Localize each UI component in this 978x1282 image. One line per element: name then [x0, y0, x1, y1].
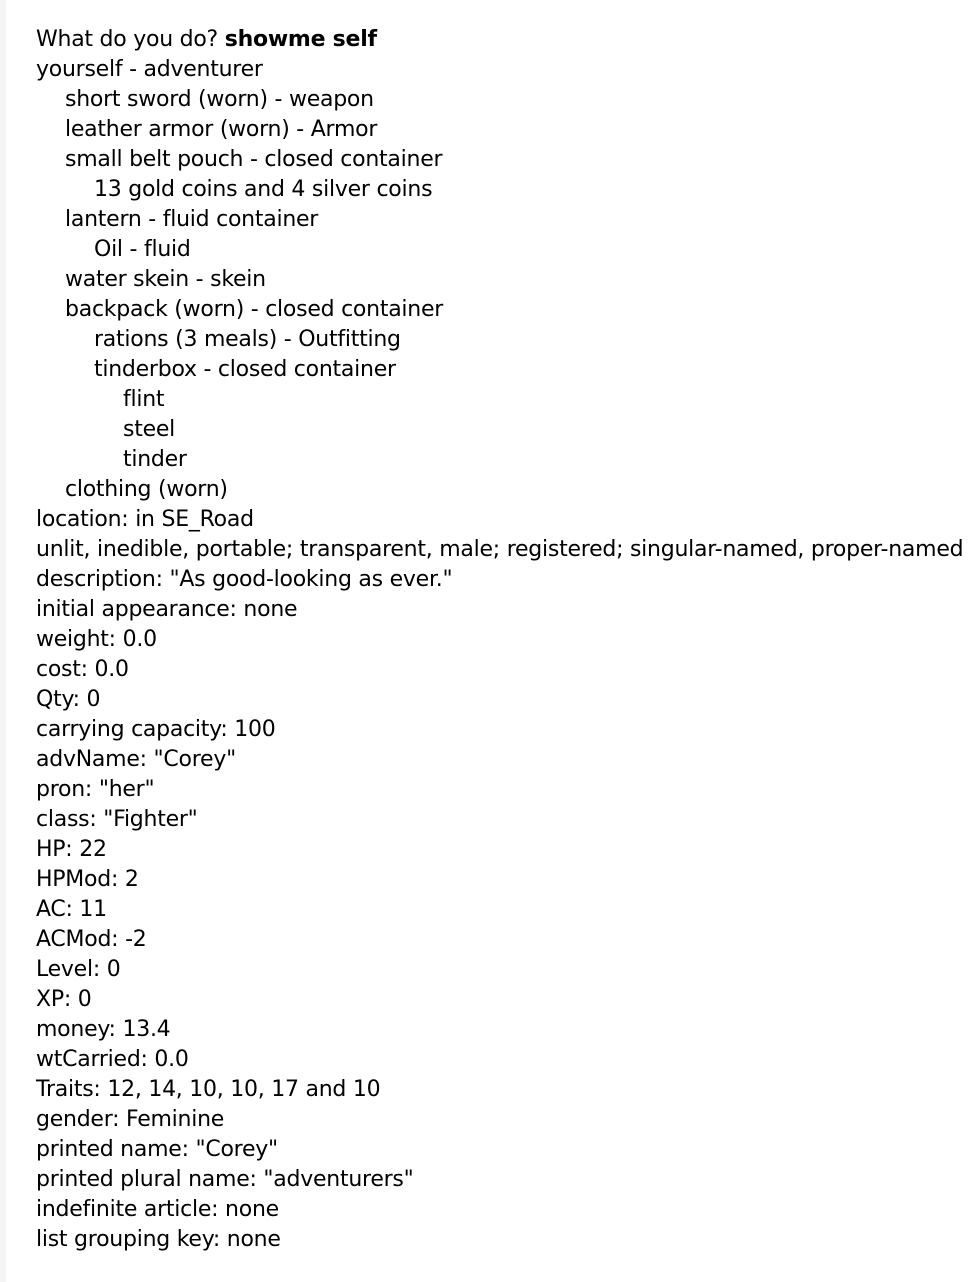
inventory-item: Oil - fluid	[94, 237, 191, 262]
property-line: initial appearance: none	[36, 597, 298, 622]
property-line: weight: 0.0	[36, 627, 157, 652]
property-line: money: 13.4	[36, 1017, 171, 1042]
property-line: wtCarried: 0.0	[36, 1047, 189, 1072]
property-line: unlit, inedible, portable; transparent, male; registered; singular-named, proper-named	[36, 537, 964, 562]
inventory-item: tinder	[123, 447, 187, 472]
property-line: list grouping key: none	[36, 1227, 281, 1252]
inventory-item: flint	[123, 387, 165, 412]
property-line: location: in SE_Road	[36, 507, 254, 532]
inventory-item: small belt pouch - closed container	[65, 147, 443, 172]
inventory-item: rations (3 meals) - Outfitting	[94, 327, 401, 352]
inventory-item: 13 gold coins and 4 silver coins	[94, 177, 433, 202]
property-line: indefinite article: none	[36, 1197, 279, 1222]
property-line: description: "As good-looking as ever."	[36, 567, 453, 592]
property-line: Level: 0	[36, 957, 121, 982]
game-transcript	[36, 25, 976, 1255]
window-left-edge	[0, 0, 6, 1282]
inventory-item: tinderbox - closed container	[94, 357, 396, 382]
command-line	[36, 25, 976, 55]
property-line: Traits: 12, 14, 10, 10, 17 and 10	[36, 1077, 381, 1102]
property-line: cost: 0.0	[36, 657, 129, 682]
property-line: AC: 11	[36, 897, 107, 922]
property-line: printed name: "Corey"	[36, 1137, 278, 1162]
property-line: Qty: 0	[36, 687, 101, 712]
inventory-item: lantern - fluid container	[65, 207, 319, 232]
inventory-item: leather armor (worn) - Armor	[65, 117, 378, 142]
property-line: ACMod: -2	[36, 927, 147, 952]
inventory-item: water skein - skein	[65, 267, 266, 292]
property-line: pron: "her"	[36, 777, 155, 802]
inventory-item: clothing (worn)	[65, 477, 228, 502]
property-line: HPMod: 2	[36, 867, 139, 892]
property-line: advName: "Corey"	[36, 747, 236, 772]
property-line: gender: Feminine	[36, 1107, 225, 1132]
property-line: XP: 0	[36, 987, 92, 1012]
inventory-item: steel	[123, 417, 176, 442]
property-line: HP: 22	[36, 837, 107, 862]
property-line: carrying capacity: 100	[36, 717, 276, 742]
inventory-item: short sword (worn) - weapon	[65, 87, 374, 112]
object-heading: yourself - adventurer	[36, 57, 263, 82]
player-command: showme self	[224, 27, 377, 52]
prompt-text: What do you do?	[36, 27, 218, 52]
property-line: class: "Fighter"	[36, 807, 198, 832]
property-line: printed plural name: "adventurers"	[36, 1167, 414, 1192]
inventory-item: backpack (worn) - closed container	[65, 297, 444, 322]
